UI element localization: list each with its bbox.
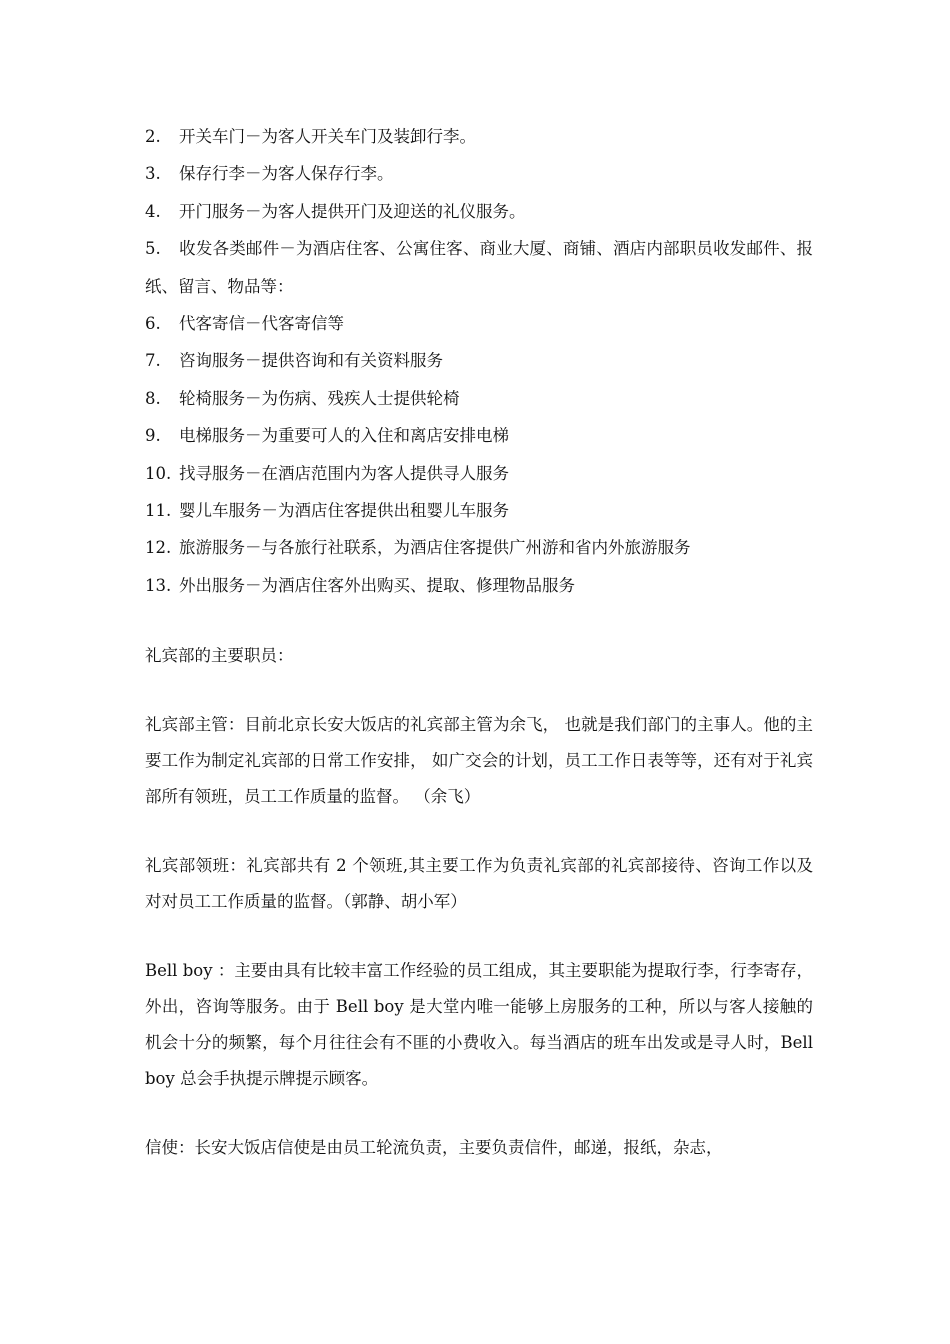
paragraph-bellboy: Bell boy ：主要由具有比较丰富工作经验的员工组成，其主要职能为提取行李，行李寄存，外出，咨询等服务。由于 Bell boy 是大堂内唯一能够上房服务的工种，所以与客人接触的机会十分的频繁，每个月往往会有不匪的小费收入。每当酒店的班车出发或是寻人时，Bellboy 总会手执提示牌提示顾客。 — [145, 961, 813, 1089]
service-text: 保存行李－为客人保存行李。 — [179, 164, 394, 184]
service-text: 外出服务－为酒店住客外出购买、提取、修理物品服务 — [179, 575, 575, 595]
service-item-9 — [145, 417, 813, 454]
section-heading-staff: 礼宾部的主要职员： — [145, 646, 294, 666]
service-text: 开关车门－为客人开关车门及装卸行李。 — [179, 127, 476, 146]
service-text: 咨询服务－提供咨询和有关资料服务 — [179, 351, 443, 371]
service-item-3 — [145, 155, 813, 192]
service-list — [145, 118, 813, 604]
service-number: 5. — [145, 239, 161, 259]
service-number: 2. — [145, 127, 161, 146]
service-item-11 — [145, 492, 813, 529]
service-text: 旅游服务－与各旅行社联系，为酒店住客提供广州游和省内外旅游服务 — [179, 538, 691, 558]
service-text: 轮椅服务－为伤病、残疾人士提供轮椅 — [179, 388, 460, 408]
service-text: 开门服务－为客人提供开门及迎送的礼仪服务。 — [179, 201, 526, 221]
service-item-2 — [145, 118, 813, 155]
service-number: 3. — [145, 164, 161, 184]
service-item-13 — [145, 567, 813, 604]
service-number: 13. — [145, 575, 172, 595]
service-number: 6. — [145, 314, 161, 334]
service-item-8 — [145, 380, 813, 417]
service-text: 代客寄信－代客寄信等 — [179, 314, 344, 334]
service-number: 7. — [145, 351, 161, 371]
service-number: 10. — [145, 463, 172, 483]
service-number: 4. — [145, 201, 161, 221]
service-text: 电梯服务－为重要可人的入住和离店安排电梯 — [179, 426, 509, 446]
service-item-6 — [145, 305, 813, 342]
service-text: 找寻服务－在酒店范围内为客人提供寻人服务 — [179, 463, 509, 483]
service-item-10 — [145, 455, 813, 492]
paragraph-captain: 礼宾部领班：礼宾部共有 2 个领班,其主要工作为负责礼宾部的礼宾部接待、咨询工作以及对对员工工作质量的监督。（郭静、胡小军） — [145, 856, 813, 912]
service-number: 11. — [145, 501, 172, 521]
service-text: 收发各类邮件－为酒店住客、公寓住客、商业大厦、商铺、酒店内部职员收发邮件、报纸、留言、物品等： — [145, 239, 813, 296]
service-number: 12. — [145, 538, 172, 558]
service-text: 婴儿车服务－为酒店住客提供出租婴儿车服务 — [179, 501, 509, 521]
service-number: 9. — [145, 426, 161, 446]
paragraph-messenger: 信使：长安大饭店信使是由员工轮流负责，主要负责信件，邮递，报纸，杂志， — [145, 1138, 723, 1158]
service-item-7 — [145, 342, 813, 379]
service-item-12 — [145, 529, 813, 566]
paragraph-supervisor: 礼宾部主管：目前北京长安大饭店的礼宾部主管为余飞， 也就是我们部门的主事人。他的主要工作为制定礼宾部的日常工作安排， 如广交会的计划，员工工作日表等等，还有对于礼宾部所有领班，员工工作质量的监督。 （余飞） — [145, 715, 813, 807]
service-item-4 — [145, 193, 813, 230]
document-page — [145, 118, 813, 1183]
service-number: 8. — [145, 388, 161, 408]
service-item-5 — [145, 230, 813, 305]
